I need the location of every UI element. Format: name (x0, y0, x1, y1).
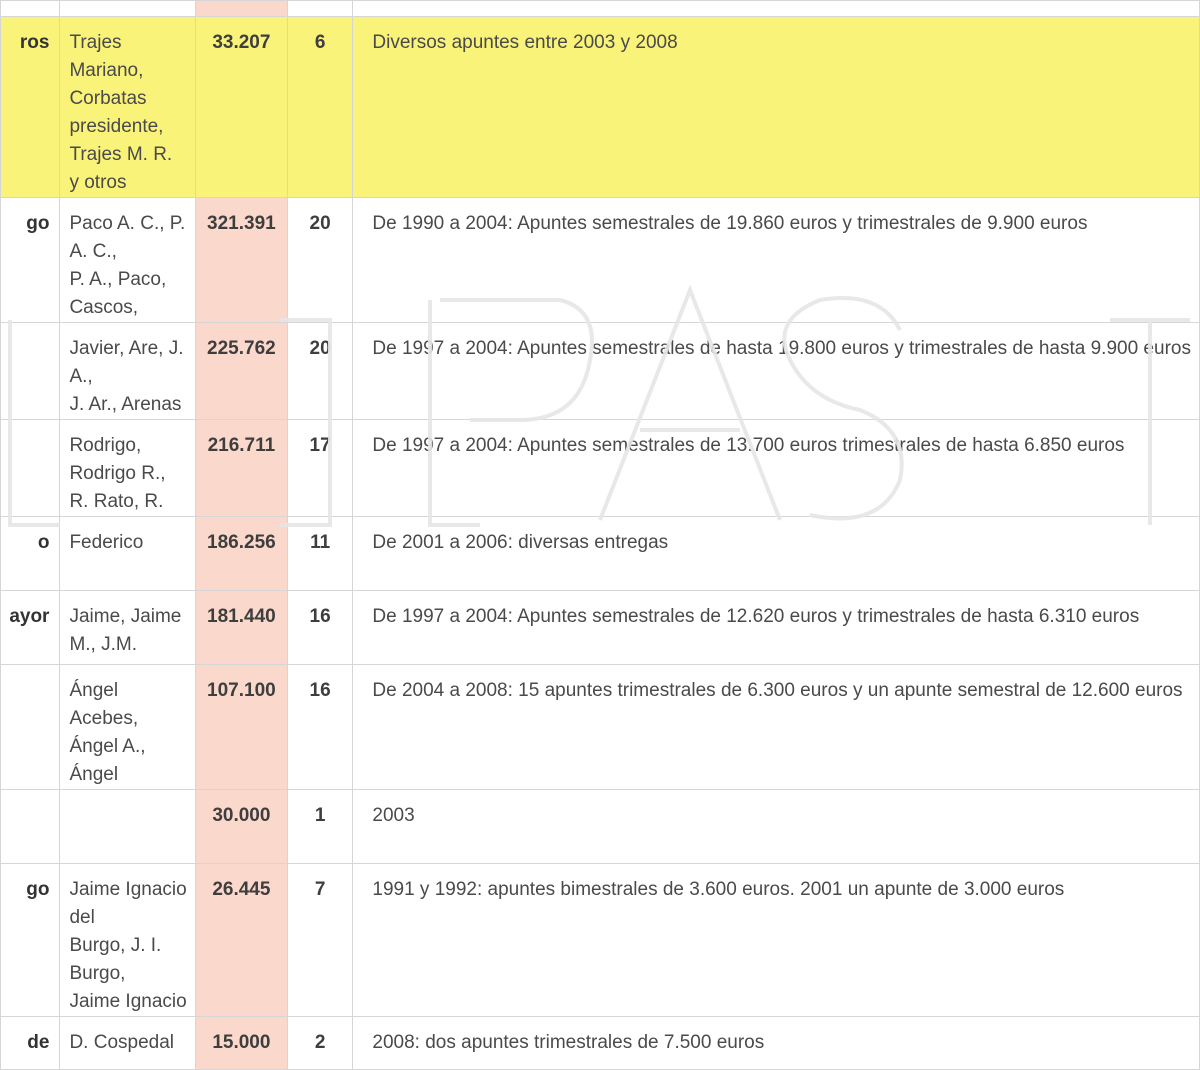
details-cell: De 1997 a 2004: Apuntes semestrales de hasta 19.800 euros y trimestrales de hasta 9.900 euros (353, 323, 1200, 420)
name-cell (1, 420, 60, 517)
table-row (1, 323, 1200, 420)
amount-cell: 33.207 (195, 17, 287, 198)
details-cell: De 2001 a 2006: diversas entregas (353, 517, 1200, 591)
table-row (1, 420, 1200, 517)
header-row (1, 1, 1200, 17)
name-cell (1, 790, 60, 864)
name-cell: ayor (1, 591, 60, 665)
svg-text:EL PAÍS: EL PAÍS (581, 462, 619, 473)
amount-cell: 321.391 (195, 198, 287, 323)
count-cell: 2 (287, 1017, 353, 1070)
count-cell: 17 (287, 420, 353, 517)
aliases-cell: Trajes Mariano, Corbatas presidente, Trajes M. R. y otros (60, 17, 195, 198)
amount-cell: 26.445 (195, 864, 287, 1017)
name-cell: go (1, 864, 60, 1017)
amount-cell (195, 1, 287, 17)
name-cell (1, 323, 60, 420)
aliases-cell: Jaime Ignacio del Burgo, J. I. Burgo, Jaime Ignacio (60, 864, 195, 1017)
name-cell: de (1, 1017, 60, 1070)
aliases-cell: D. Cospedal (60, 1017, 195, 1070)
table-row (1, 517, 1200, 591)
amount-cell: 107.100 (195, 665, 287, 790)
aliases-cell: Ángel Acebes, Ángel A., Ángel (60, 665, 195, 790)
aliases-cell: Paco A. C., P. A. C., P. A., Paco, Cascos, (60, 198, 195, 323)
count-cell (287, 1, 353, 17)
count-cell: 6 (287, 17, 353, 198)
table-row (1, 665, 1200, 790)
amount-cell: 181.440 (195, 591, 287, 665)
details-cell: De 1990 a 2004: Apuntes semestrales de 19.860 euros y trimestrales de 9.900 euros (353, 198, 1200, 323)
aliases-cell (60, 790, 195, 864)
amount-cell: 15.000 (195, 1017, 287, 1070)
count-cell: 11 (287, 517, 353, 591)
amount-cell: 216.711 (195, 420, 287, 517)
table-row (1, 864, 1200, 1017)
aliases-cell: Jaime, Jaime M., J.M. (60, 591, 195, 665)
details-cell: 2003 (353, 790, 1200, 864)
name-cell: go (1, 198, 60, 323)
aliases-cell (60, 1, 195, 17)
amount-cell: 225.762 (195, 323, 287, 420)
count-cell: 20 (287, 323, 353, 420)
aliases-cell: Javier, Are, J. A., J. Ar., Arenas (60, 323, 195, 420)
name-cell (1, 665, 60, 790)
amount-cell: 30.000 (195, 790, 287, 864)
table-row (1, 790, 1200, 864)
count-cell: 20 (287, 198, 353, 323)
aliases-cell: Rodrigo, Rodrigo R., R. Rato, R. (60, 420, 195, 517)
name-cell: ros (1, 17, 60, 198)
name-cell (1, 1, 60, 17)
count-cell: 16 (287, 665, 353, 790)
details-cell: Diversos apuntes entre 2003 y 2008 (353, 17, 1200, 198)
table-row (1, 198, 1200, 323)
amount-cell: 186.256 (195, 517, 287, 591)
details-cell: De 1997 a 2004: Apuntes semestrales de 13.700 euros trimestrales de hasta 6.850 euros (353, 420, 1200, 517)
aliases-cell: Federico (60, 517, 195, 591)
details-cell: De 1997 a 2004: Apuntes semestrales de 12.620 euros y trimestrales de hasta 6.310 euros (353, 591, 1200, 665)
name-cell: o (1, 517, 60, 591)
details-cell: De 2004 a 2008: 15 apuntes trimestrales de 6.300 euros y un apunte semestral de 12.600 euros (353, 665, 1200, 790)
table-row (1, 591, 1200, 665)
count-cell: 1 (287, 790, 353, 864)
count-cell: 16 (287, 591, 353, 665)
table-row (1, 17, 1200, 198)
details-cell (353, 1, 1200, 17)
details-cell: 1991 y 1992: apuntes bimestrales de 3.600 euros. 2001 un apunte de 3.000 euros (353, 864, 1200, 1017)
count-cell: 7 (287, 864, 353, 1017)
table-row (1, 1017, 1200, 1070)
details-cell: 2008: dos apuntes trimestrales de 7.500 euros (353, 1017, 1200, 1070)
